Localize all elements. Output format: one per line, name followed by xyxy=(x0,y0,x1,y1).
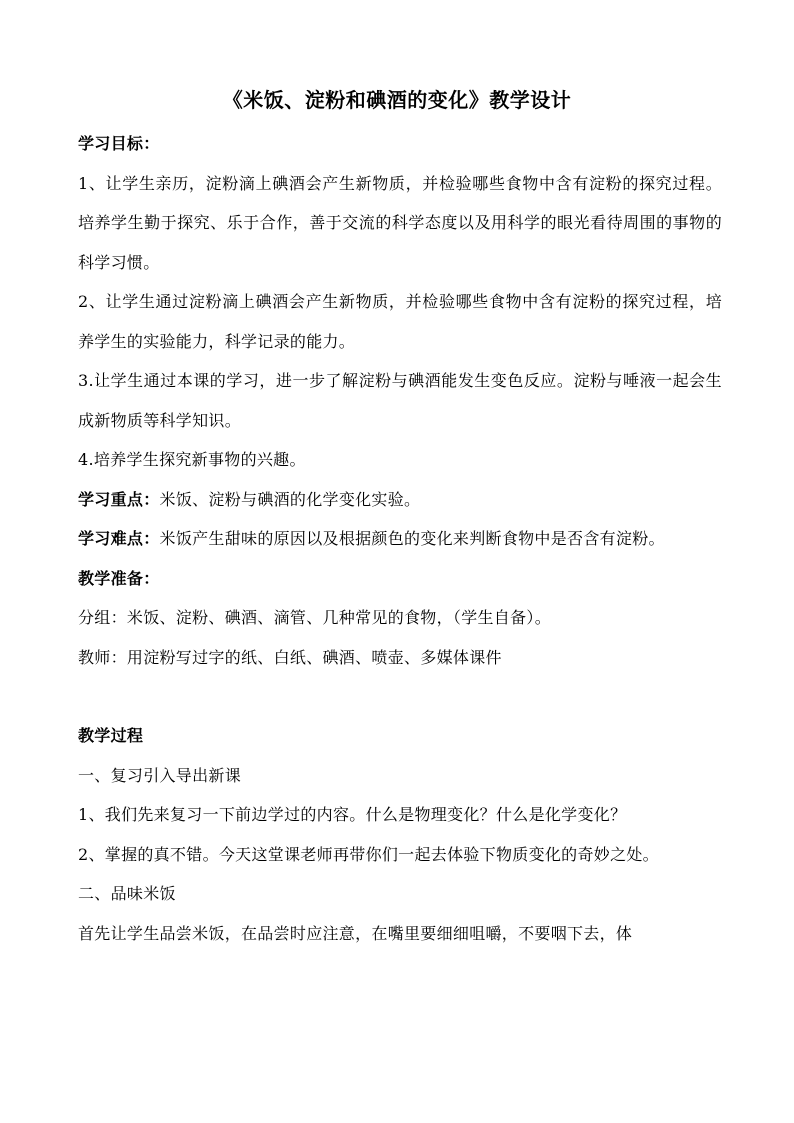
objective-item-2: 2、让学生通过淀粉滴上碘酒会产生新物质，并检验哪些食物中含有淀粉的探究过程，培养学生的实验能力，科学记录的能力。 xyxy=(78,292,722,351)
section-1-item-1: 1、我们先来复习一下前边学过的内容。什么是物理变化？什么是化学变化？ xyxy=(78,805,627,824)
difficulty-label: 学习难点： xyxy=(78,529,160,548)
objectives-heading: 学习目标： xyxy=(78,134,160,153)
document-title: 《米饭、淀粉和碘酒的变化》教学设计 xyxy=(222,88,572,112)
key-point-text: 米饭、淀粉与碘酒的化学变化实验。 xyxy=(159,489,421,509)
section-1-item-2: 2、掌握的真不错。今天这堂课老师再带你们一起去体验下物质变化的奇妙之处。 xyxy=(78,844,659,864)
objective-item-3: 3.让学生通过本课的学习，进一步了解淀粉与碘酒能发生变色反应。淀粉与唾液一起会生成新物质等科学知识。 xyxy=(78,371,722,430)
preparation-heading: 教学准备： xyxy=(78,568,160,588)
key-point-paragraph xyxy=(78,480,722,520)
difficulty-paragraph xyxy=(78,519,722,559)
key-point-label: 学习重点： xyxy=(78,489,160,509)
document-body xyxy=(78,124,722,953)
preparation-group: 分组：米饭、淀粉、碘酒、滴管、几种常见的食物，（学生自备）。 xyxy=(78,608,552,627)
section-2-text: 首先让学生品尝米饭，在品尝时应注意，在嘴里要细细咀嚼，不要咽下去，体 xyxy=(78,923,633,943)
section-2-title: 二、品味米饭 xyxy=(78,884,176,903)
section-1-title: 一、复习引入导出新课 xyxy=(78,765,242,785)
objective-item-4: 4.培养学生探究新事物的兴趣。 xyxy=(78,450,306,469)
spacer xyxy=(78,677,722,716)
process-heading: 教学过程 xyxy=(78,726,144,745)
objective-item-1: 1、让学生亲历，淀粉滴上碘酒会产生新物质，并检验哪些食物中含有淀粉的探究过程。培养学生勤于探究、乐于合作，善于交流的科学态度以及用科学的眼光看待周围的事物的科学习惯。 xyxy=(78,173,722,272)
preparation-teacher: 教师：用淀粉写过字的纸、白纸、碘酒、喷壶、多媒体课件 xyxy=(78,647,502,667)
difficulty-text: 米饭产生甜味的原因以及根据颜色的变化来判断食物中是否含有淀粉。 xyxy=(159,529,665,548)
